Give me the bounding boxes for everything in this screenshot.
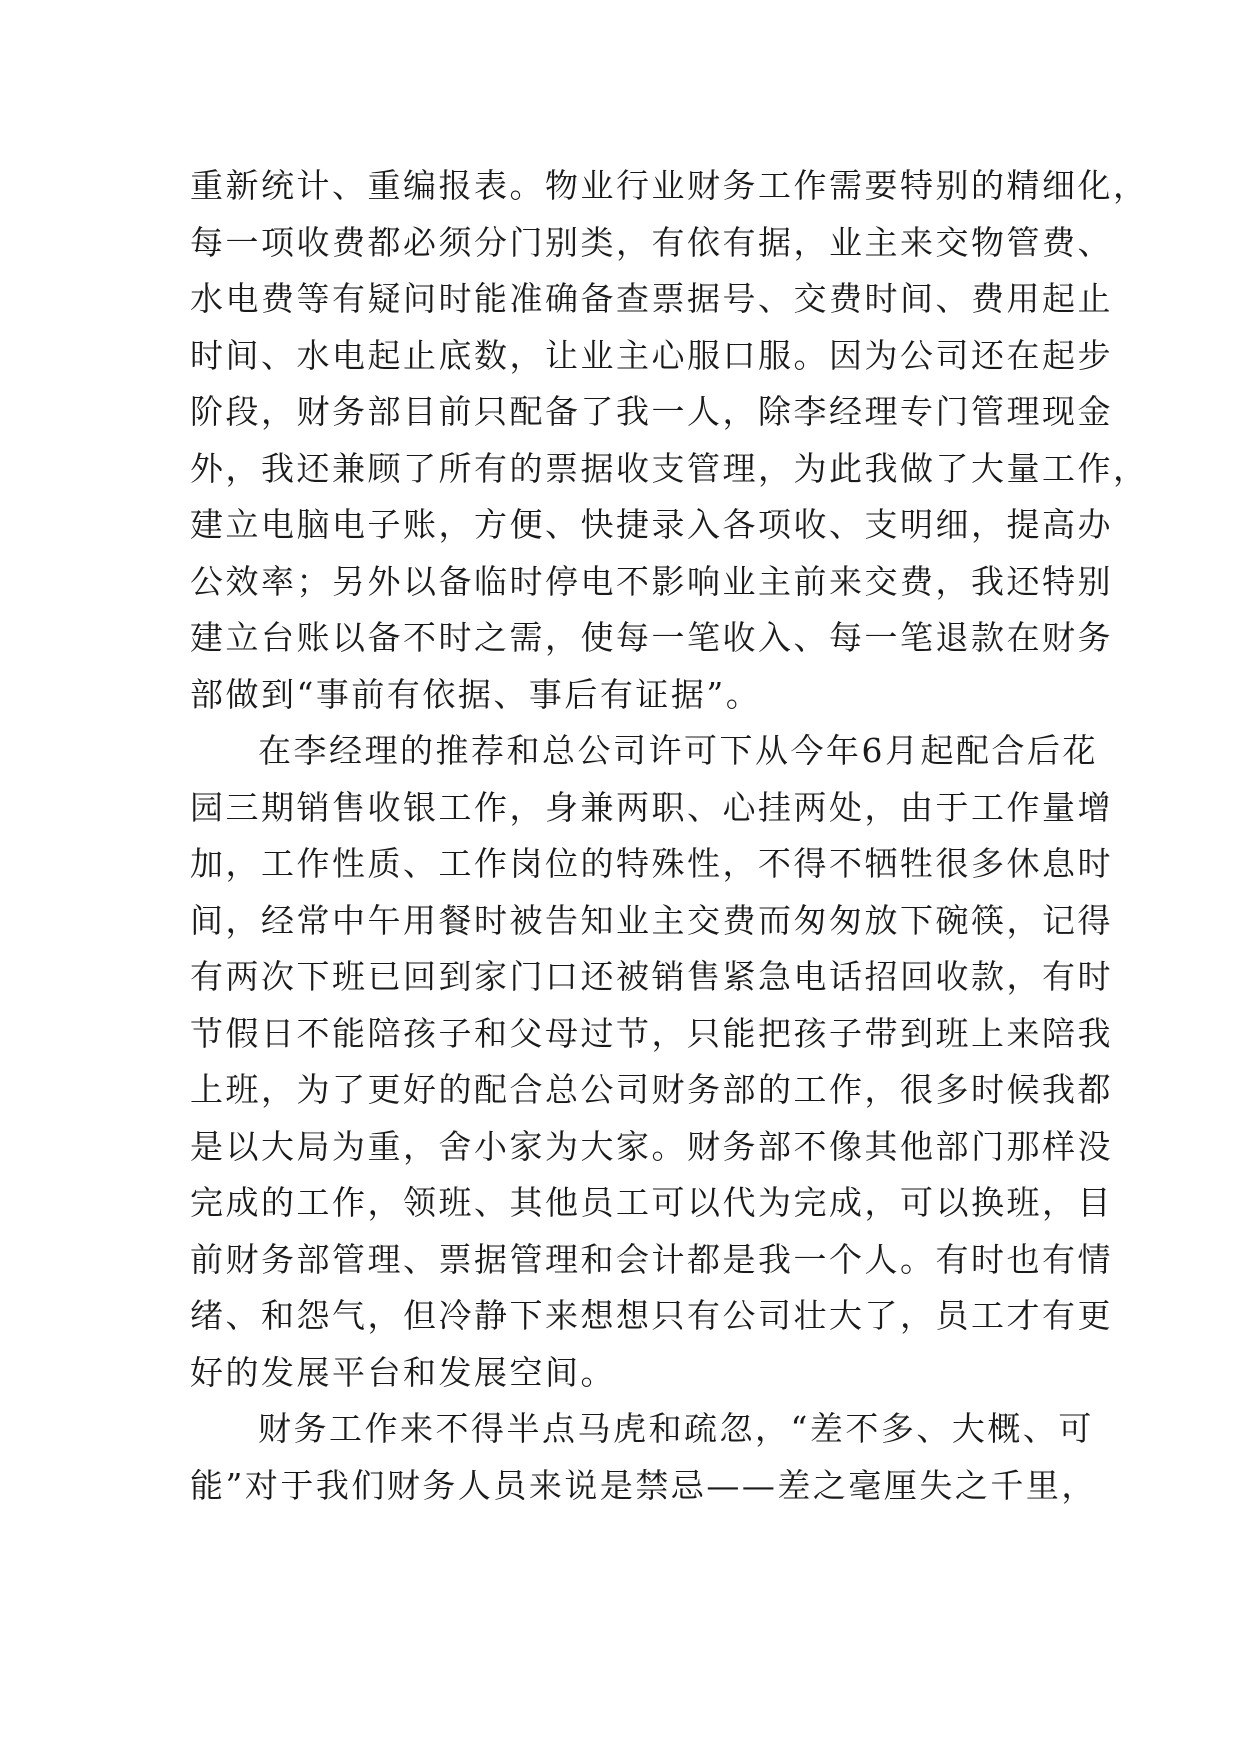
text-line: 前财务部管理、票据管理和会计都是我一个人。有时也有情 (190, 1239, 1113, 1279)
text-line: 水电费等有疑问时能准确备查票据号、交费时间、费用起止 (190, 279, 1113, 318)
text-line: 能”对于我们财务人员来说是禁忌——差之毫厘失之千里， (190, 1465, 1097, 1505)
text-line: 阶段，财务部目前只配备了我一人，除李经理专门管理现金 (190, 392, 1113, 431)
text-line: 建立电脑电子账，方便、快捷录入各项收、支明细，提高办 (190, 505, 1113, 544)
text-line: 每一项收费都必须分门别类，有依有据，业主来交物管费、 (190, 222, 1113, 262)
text-line: 园三期销售收银工作，身兼两职、心挂两处，由于工作量增 (190, 787, 1113, 827)
text-line: 完成的工作，领班、其他员工可以代为完成，可以换班，目 (190, 1183, 1113, 1222)
text-line: 在李经理的推荐和总公司许可下从今年6月起配合后花 (258, 731, 1098, 770)
paragraph-1 (190, 158, 1149, 723)
text-line: 是以大局为重，舍小家为大家。财务部不像其他部门那样没 (190, 1126, 1113, 1166)
text-line: 绪、和怨气，但冷静下来想想只有公司壮大了，员工才有更 (190, 1296, 1113, 1335)
text-line: 公效率；另外以备临时停电不影响业主前来交费，我还特别 (190, 561, 1113, 601)
text-line: 有两次下班已回到家门口还被销售紧急电话招回收款，有时 (190, 957, 1113, 996)
text-line: 财务工作来不得半点马虎和疏忽，“差不多、大概、可 (258, 1409, 1094, 1448)
text-line: 部做到“事前有依据、事后有证据”。 (190, 674, 762, 714)
text-line: 好的发展平台和发展空间。 (190, 1352, 616, 1392)
text-line: 加，工作性质、工作岗位的特殊性，不得不牺牲很多休息时 (190, 844, 1113, 883)
paragraph-3 (190, 1401, 1097, 1514)
text-line: 节假日不能陪孩子和父母过节，只能把孩子带到班上来陪我 (190, 1013, 1113, 1053)
body-text (190, 158, 1149, 1514)
text-line: 外，我还兼顾了所有的票据收支管理，为此我做了大量工作， (190, 448, 1149, 488)
text-line: 重新统计、重编报表。物业行业财务工作需要特别的精细化， (190, 166, 1149, 205)
text-line: 间，经常中午用餐时被告知业主交费而匆匆放下碗筷，记得 (190, 900, 1113, 940)
paragraph-2 (190, 723, 1113, 1401)
text-line: 建立台账以备不时之需，使每一笔收入、每一笔退款在财务 (190, 618, 1113, 657)
text-line: 上班，为了更好的配合总公司财务部的工作，很多时候我都 (190, 1070, 1113, 1109)
text-line: 时间、水电起止底数，让业主心服口服。因为公司还在起步 (190, 335, 1113, 375)
